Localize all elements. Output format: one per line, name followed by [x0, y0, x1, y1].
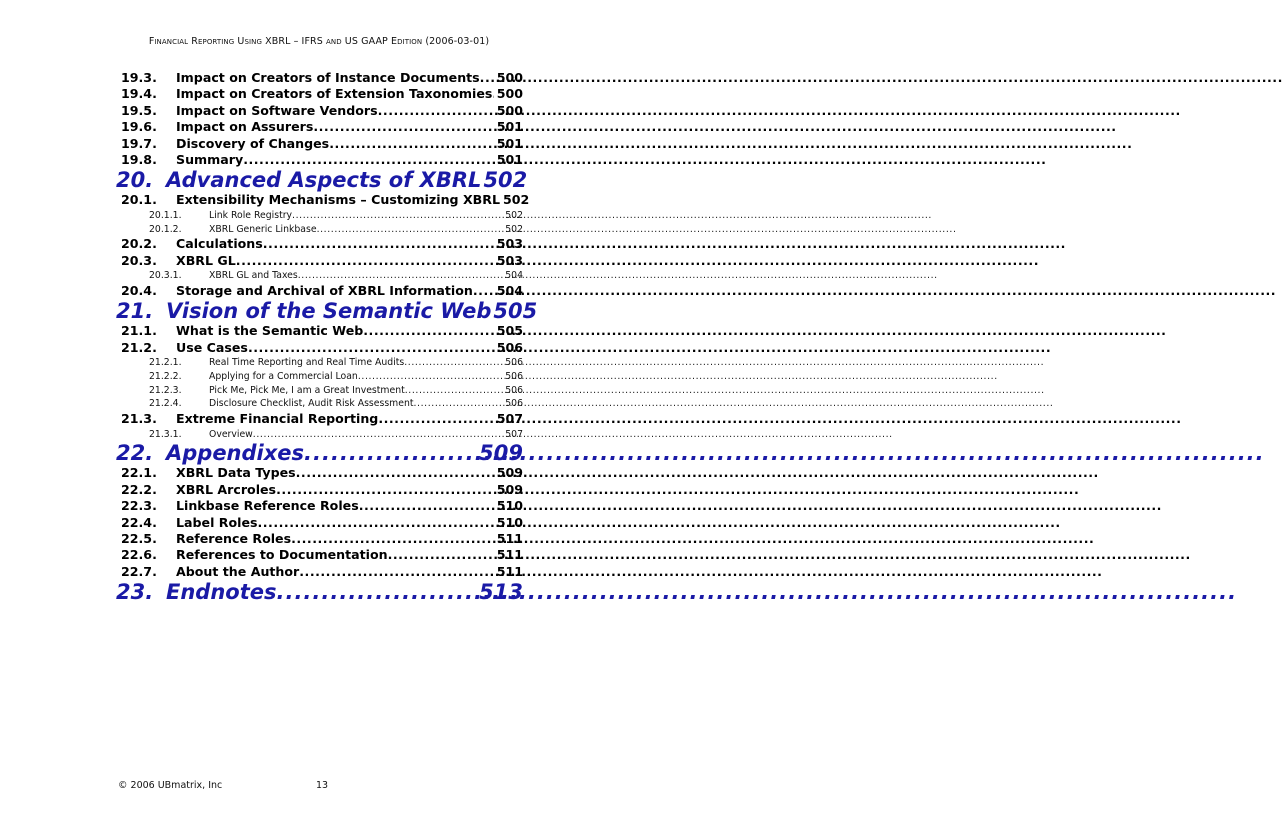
- toc-leader-dots: [291, 531, 494, 547]
- toc-leader-dots: [378, 411, 493, 427]
- toc-entry-title: XBRL Generic Linkbase: [209, 223, 317, 235]
- toc-entry-title: Extensibility Mechanisms – Customizing XBRL: [176, 192, 500, 208]
- toc-leader-dots: [317, 223, 503, 237]
- toc-entry-number: 19.8.: [121, 151, 157, 167]
- toc-leader-dots: [359, 498, 494, 514]
- toc-entry-title: Reference Roles: [176, 531, 292, 547]
- toc-entry-page: 507: [505, 428, 523, 440]
- toc-entry-page: 500: [496, 70, 523, 85]
- toc-entry-number: 20.1.1.: [149, 209, 182, 221]
- toc-entry-number: 21.2.: [121, 339, 157, 355]
- toc-entry-number: 20.3.: [121, 252, 157, 268]
- toc-entry-number: 21.2.3.: [149, 384, 182, 396]
- toc-entry-page: 511: [496, 563, 523, 579]
- toc-entry-title: Real Time Reporting and Real Time Audits: [209, 357, 405, 369]
- toc-entry-number: 22.1.: [121, 465, 157, 481]
- toc-entry[interactable]: [119, 323, 523, 339]
- toc-entry-page: 509: [496, 465, 523, 481]
- toc-leader-dots: [329, 136, 494, 152]
- toc-entry-page: 506: [496, 339, 523, 355]
- toc-entry-title: Link Role Registry: [209, 209, 293, 221]
- toc-entry-page: 500: [496, 102, 523, 118]
- toc-entry-number: 20.: [116, 168, 154, 193]
- toc-entry-page: 500: [496, 86, 523, 102]
- footer-copyright: © 2006 UBmatrix, Inc: [118, 780, 223, 791]
- toc-entry[interactable]: [119, 384, 523, 398]
- toc-entry-page: 502: [505, 209, 523, 221]
- toc-entry[interactable]: [119, 340, 523, 356]
- toc-entry[interactable]: [119, 119, 523, 135]
- toc-entry-title: Impact on Creators of Extension Taxonomies: [176, 86, 493, 102]
- toc-entry-page: 506: [505, 370, 523, 382]
- toc-leader-dots: [299, 564, 493, 580]
- toc-entry-page: 501: [496, 135, 523, 151]
- toc-entry-title: XBRL GL and Taxes: [209, 270, 298, 282]
- toc-entry[interactable]: [119, 498, 523, 514]
- toc-entry-title: Applying for a Commercial Loan: [209, 370, 358, 382]
- toc-leader-dots: [313, 119, 493, 135]
- toc-entry[interactable]: [119, 86, 523, 102]
- toc-entry[interactable]: [119, 70, 523, 86]
- toc-leader-dots: [276, 482, 494, 498]
- toc-entry-page: 505: [493, 299, 538, 324]
- toc-entry-title: Summary: [176, 151, 244, 167]
- toc-entry-page: 511: [496, 531, 523, 547]
- toc-entry-title: References to Documentation: [176, 547, 388, 563]
- toc-entry[interactable]: [119, 564, 523, 580]
- toc-entry-page: 507: [496, 411, 523, 427]
- toc-entry-page: 506: [505, 398, 523, 410]
- toc-entry-title: Linkbase Reference Roles: [176, 498, 359, 514]
- toc-leader-dots: [388, 547, 494, 563]
- toc-entry-number: 22.3.: [121, 498, 157, 514]
- toc-entry[interactable]: [119, 152, 523, 168]
- toc-entry-number: 20.2.: [121, 236, 157, 252]
- toc-leader-dots: [480, 70, 494, 86]
- toc-entry[interactable]: [116, 441, 523, 465]
- toc-entry-number: 19.6.: [121, 119, 157, 135]
- toc-entry-title: Appendixes: [166, 441, 305, 466]
- toc-entry-title: Extreme Financial Reporting: [176, 411, 379, 427]
- toc-entry-page: 503: [496, 252, 523, 268]
- toc-entry-title: Impact on Software Vendors: [176, 102, 378, 118]
- toc-entry-page: 506: [505, 384, 523, 396]
- toc-entry[interactable]: [119, 411, 523, 427]
- toc-entry[interactable]: [119, 531, 523, 547]
- toc-entry-title: Vision of the Semantic Web: [166, 299, 492, 324]
- toc-leader-dots: [263, 236, 494, 252]
- toc-entry-title: Pick Me, Pick Me, I am a Great Investment: [209, 384, 405, 396]
- toc-entry-number: 20.3.1.: [149, 270, 182, 282]
- toc-leader-dots: [363, 323, 493, 339]
- toc-entry[interactable]: [116, 580, 523, 604]
- toc-entry[interactable]: [119, 192, 530, 208]
- toc-entry-title: Overview: [209, 428, 253, 440]
- toc-entry-title: Advanced Aspects of XBRL: [166, 168, 482, 193]
- toc-entry-title: Endnotes: [166, 580, 277, 605]
- toc-leader-dots: [304, 441, 477, 465]
- toc-entry-title: Calculations: [176, 236, 263, 252]
- toc-entry-title: XBRL Arcroles: [176, 481, 277, 497]
- toc-entry[interactable]: [119, 482, 523, 498]
- toc-entry-number: 22.2.: [121, 481, 157, 497]
- toc-leader-dots: [292, 209, 502, 223]
- toc-entry[interactable]: [116, 299, 538, 324]
- toc-entry-page: 505: [496, 323, 523, 339]
- toc-leader-dots: [253, 428, 502, 442]
- toc-leader-dots: [277, 580, 478, 604]
- toc-leader-dots: [405, 384, 503, 398]
- toc-entry-page: 503: [496, 236, 523, 252]
- toc-entry-number: 21.2.1.: [149, 357, 182, 369]
- toc-entry-number: 22.: [116, 441, 154, 466]
- toc-entry-number: 21.: [116, 299, 154, 324]
- toc-entry-page: 511: [496, 547, 523, 563]
- toc-entry-number: 20.1.2.: [149, 223, 182, 235]
- toc-entry-title: Impact on Creators of Instance Documents: [176, 70, 480, 85]
- toc-entry[interactable]: [119, 269, 523, 283]
- toc-entry-number: 21.2.2.: [149, 370, 182, 382]
- toc-entry-title: XBRL Data Types: [176, 465, 296, 481]
- toc-entry-page: 513: [479, 580, 523, 605]
- toc-leader-dots: [236, 253, 494, 269]
- toc-entry-number: 21.3.1.: [149, 428, 182, 440]
- toc-entry-number: 21.1.: [121, 323, 157, 339]
- toc-entry-number: 19.3.: [121, 70, 157, 85]
- toc-entry-page: 501: [496, 119, 523, 135]
- toc-entry[interactable]: [119, 253, 523, 269]
- toc-entry-page: 509: [479, 441, 523, 466]
- toc-leader-dots: [358, 370, 502, 384]
- toc-leader-dots: [298, 269, 503, 283]
- toc-entry-number: 19.7.: [121, 135, 157, 151]
- toc-entry-title: About the Author: [176, 563, 300, 579]
- toc-entry-page: 510: [496, 514, 523, 530]
- toc-entry-title: Storage and Archival of XBRL Information: [176, 282, 473, 298]
- toc-entry[interactable]: [119, 136, 523, 152]
- toc-entry-title: Label Roles: [176, 514, 258, 530]
- toc-entry-number: 19.4.: [121, 86, 157, 102]
- toc-entry[interactable]: [119, 465, 523, 481]
- toc-leader-dots: [414, 397, 503, 411]
- toc-entry-title: What is the Semantic Web: [176, 323, 364, 339]
- toc-entry[interactable]: [119, 547, 523, 563]
- toc-entry[interactable]: [119, 283, 523, 299]
- footer-page-number: 13: [316, 780, 329, 791]
- toc-entry-page: 510: [496, 498, 523, 514]
- toc-entry-number: 20.4.: [121, 282, 157, 298]
- toc-entry[interactable]: [119, 370, 523, 384]
- toc-entry-number: 23.: [116, 580, 154, 605]
- page-header: Financial Reporting Using XBRL – IFRS and US GAAP Edition (2006-03-01): [148, 36, 490, 47]
- toc-entry-page: 501: [496, 151, 523, 167]
- toc-leader-dots: [243, 152, 494, 168]
- toc-leader-dots: [257, 515, 493, 531]
- toc-leader-dots: [296, 465, 494, 481]
- toc-entry[interactable]: [119, 223, 523, 237]
- toc-entry-number: 22.5.: [121, 531, 157, 547]
- toc-entry-title: Impact on Assurers: [176, 119, 314, 135]
- toc-entry-page: 506: [505, 357, 523, 369]
- table-of-contents: [116, 70, 538, 605]
- toc-entry-title: Disclosure Checklist, Audit Risk Assessment: [209, 398, 414, 410]
- toc-entry[interactable]: [119, 428, 523, 442]
- toc-entry-page: 504: [496, 282, 523, 298]
- toc-leader-dots: [378, 103, 494, 119]
- toc-entry-title: XBRL GL: [176, 252, 236, 268]
- toc-entry-number: 19.5.: [121, 102, 157, 118]
- toc-entry-page: 502: [505, 223, 523, 235]
- toc-entry-number: 21.2.4.: [149, 398, 182, 410]
- toc-entry-page: 502: [502, 192, 530, 208]
- toc-entry[interactable]: [119, 103, 523, 119]
- toc-entry-number: 21.3.: [121, 411, 157, 427]
- toc-entry-number: 22.6.: [121, 547, 157, 563]
- toc-entry-number: 22.4.: [121, 514, 157, 530]
- toc-entry-number: 22.7.: [121, 563, 157, 579]
- toc-entry-number: 20.1.: [121, 192, 157, 208]
- toc-leader-dots: [248, 340, 494, 356]
- toc-entry-page: 509: [496, 481, 523, 497]
- toc-entry[interactable]: [116, 168, 528, 193]
- toc-leader-dots: [473, 283, 494, 299]
- toc-entry[interactable]: [119, 515, 523, 531]
- toc-entry[interactable]: [119, 209, 523, 223]
- toc-entry-title: Use Cases: [176, 339, 248, 355]
- toc-leader-dots: [404, 356, 502, 370]
- toc-entry[interactable]: [119, 236, 523, 252]
- toc-entry-title: Discovery of Changes: [176, 135, 330, 151]
- toc-entry[interactable]: [119, 397, 523, 411]
- toc-entry-page: 504: [505, 270, 523, 282]
- toc-entry-page: 502: [483, 168, 528, 193]
- toc-entry[interactable]: [119, 356, 523, 370]
